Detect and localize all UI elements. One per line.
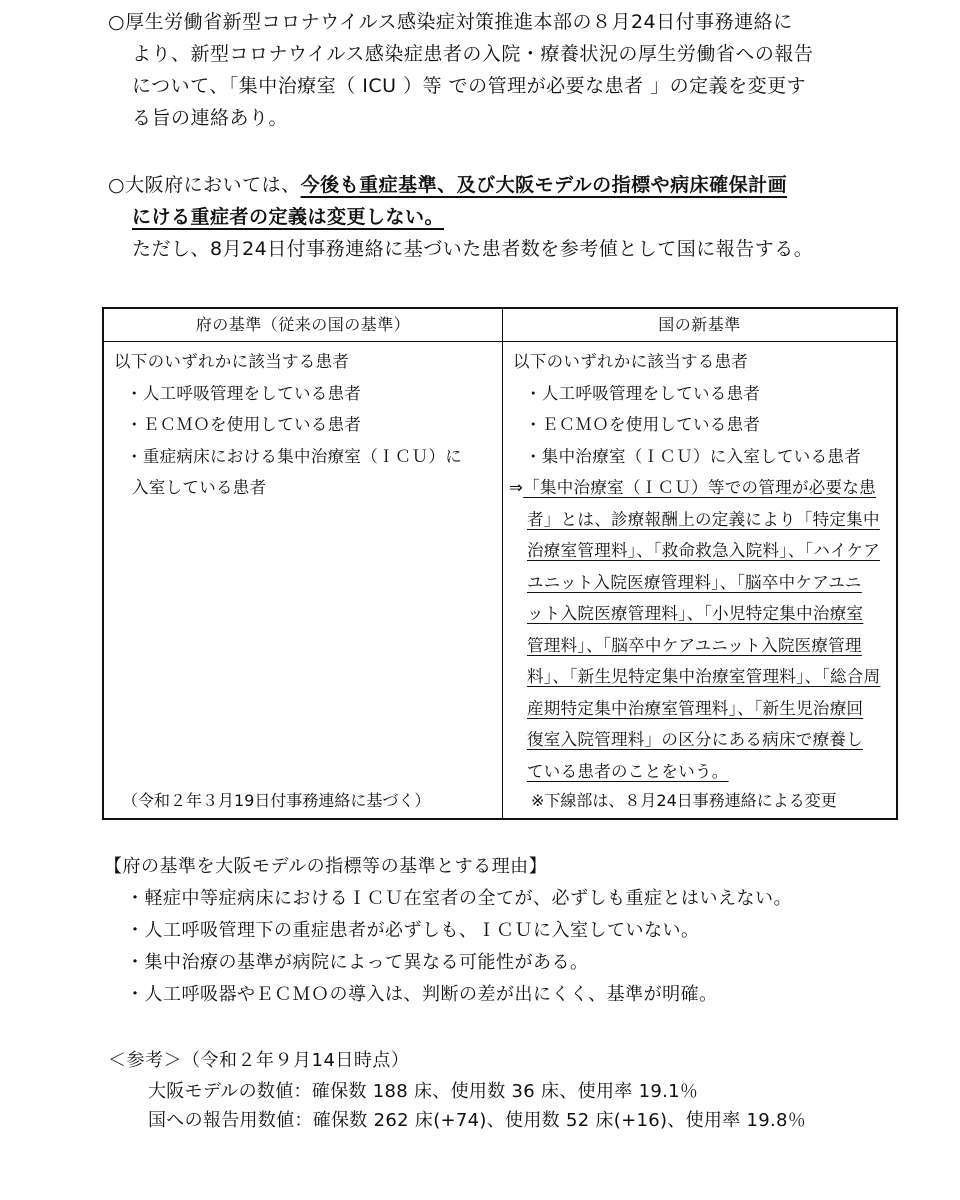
national-criteria-changed-text: 者」とは、診療報酬上の定義により「特定集中 <box>527 509 880 529</box>
mhlw-notice-line: より、新型コロナウイルス感染症患者の入院・療養状況の厚生労働省への報告 <box>132 43 814 65</box>
reasons-section <box>104 851 864 1011</box>
national-criteria-changed-line <box>503 504 896 536</box>
osaka-policy-line-3: ただし、8月24日付事務連絡に基づいた患者数を参考値として国に報告する。 <box>132 238 814 260</box>
national-criteria-header: 国の新基準 <box>503 309 896 342</box>
reasons-heading: 【府の基準を大阪モデルの指標等の基準とする理由】 <box>104 856 548 877</box>
national-criteria-changed-text: ット入院医療管理料」、「小児特定集中治療室 <box>527 604 864 623</box>
prefecture-criteria-line: 入室している患者 <box>132 478 267 497</box>
national-criteria-changed-text: 管理料」、「脳卒中ケアユニット入院医療管理 <box>527 635 862 655</box>
national-criteria-changed-line <box>503 472 896 504</box>
national-criteria-changed-line <box>503 567 896 599</box>
national-criteria-line: ・ＥＣＭＯを使用している患者 <box>525 415 761 434</box>
osaka-policy-line-2 <box>108 201 868 233</box>
prefecture-criteria-footnote: （令和２年３月19日付事務連絡に基づく） <box>122 791 431 810</box>
national-criteria-changed-text: ユニット入院医療管理料」、「脳卒中ケアユニ <box>527 572 862 592</box>
national-criteria-changed-line <box>503 724 896 756</box>
prefecture-criteria-line: ・重症病床における集中治療室（ＩＣＵ）に <box>126 446 462 466</box>
reason-item: ・人工呼吸器やＥＣＭＯの導入は、判断の差が出にくく、基準が明確。 <box>126 984 718 1005</box>
national-criteria-column <box>503 309 896 818</box>
osaka-policy-line-1 <box>108 169 868 201</box>
osaka-policy-paragraph <box>108 169 868 265</box>
national-criteria-changed-text: 復室入院管理料」の区分にある病床で療養し <box>527 730 863 749</box>
national-criteria-changed-text: 産期特定集中治療室管理料」、「新生児治療回 <box>527 698 864 718</box>
national-criteria-line: ・人工呼吸管理をしている患者 <box>525 383 761 403</box>
reference-osaka-model-values: 大阪モデルの数値：確保数 188 床、使用数 36 床、使用率 19.1％ <box>148 1081 699 1102</box>
reason-item: ・人工呼吸管理下の重症患者が必ずしも、ＩＣＵに入室していない。 <box>126 920 700 941</box>
prefecture-criteria-header: 府の基準（従来の国の基準） <box>104 309 502 342</box>
criteria-comparison-table <box>102 307 898 820</box>
osaka-policy-emphasis-continued: にける重症者の定義は変更しない。 <box>132 206 445 228</box>
reason-item: ・軽症中等症病床におけるＩＣＵ在室者の全てが、必ずしも重症とはいえない。 <box>126 888 792 909</box>
reference-national-report-values: 国への報告用数値：確保数 262 床(+74)、使用数 52 床(+16)、使用率 19.8％ <box>148 1110 807 1131</box>
national-criteria-changed-line <box>503 630 896 662</box>
national-criteria-footnote: ※下線部は、８月24日事務連絡による変更 <box>531 791 837 810</box>
reference-section <box>108 1045 868 1135</box>
national-criteria-changed-line <box>503 598 896 630</box>
national-criteria-changed-line <box>503 661 896 693</box>
osaka-policy-lead: ○大阪府においては、 <box>108 174 301 196</box>
mhlw-notice-line: ○厚生労働省新型コロナウイルス感染症対策推進本部の８月24日付事務連絡に <box>108 11 793 33</box>
arrow-icon: ⇒ <box>509 478 524 497</box>
prefecture-criteria-line: 以下のいずれかに該当する患者 <box>114 352 350 371</box>
national-criteria-changed-text: ている患者のことをいう。 <box>527 761 729 781</box>
national-criteria-changed-text: 「集中治療室（ＩＣＵ）等での管理が必要な患 <box>523 478 876 497</box>
reason-item: ・集中治療の基準が病院によって異なる可能性がある。 <box>126 952 589 973</box>
national-criteria-changed-line <box>503 693 896 725</box>
national-criteria-changed-line <box>503 756 896 788</box>
national-criteria-line: 以下のいずれかに該当する患者 <box>513 352 749 371</box>
mhlw-notice-paragraph <box>108 6 868 134</box>
national-criteria-changed-line <box>503 535 896 567</box>
osaka-policy-emphasis: 今後も重症基準、及び大阪モデルの指標や病床確保計画 <box>300 174 788 196</box>
national-criteria-line: ・集中治療室（ＩＣＵ）に入室している患者 <box>525 446 861 466</box>
national-criteria-changed-text: 料」、「新生児特定集中治療室管理料」、「総合周 <box>527 667 881 686</box>
prefecture-criteria-column <box>104 309 503 818</box>
mhlw-notice-line: る旨の連絡あり。 <box>132 107 289 129</box>
prefecture-criteria-line: ・人工呼吸管理をしている患者 <box>126 383 362 403</box>
reference-heading: ＜参考＞（令和２年９月14日時点） <box>108 1050 410 1071</box>
prefecture-criteria-line: ・ＥＣＭＯを使用している患者 <box>126 415 362 434</box>
national-criteria-changed-text: 治療室管理料」、「救命救急入院料」、「ハイケア <box>527 541 881 560</box>
mhlw-notice-line: について、「集中治療室（ ICU ）等 での管理が必要な患者 」の定義を変更す <box>132 75 807 97</box>
